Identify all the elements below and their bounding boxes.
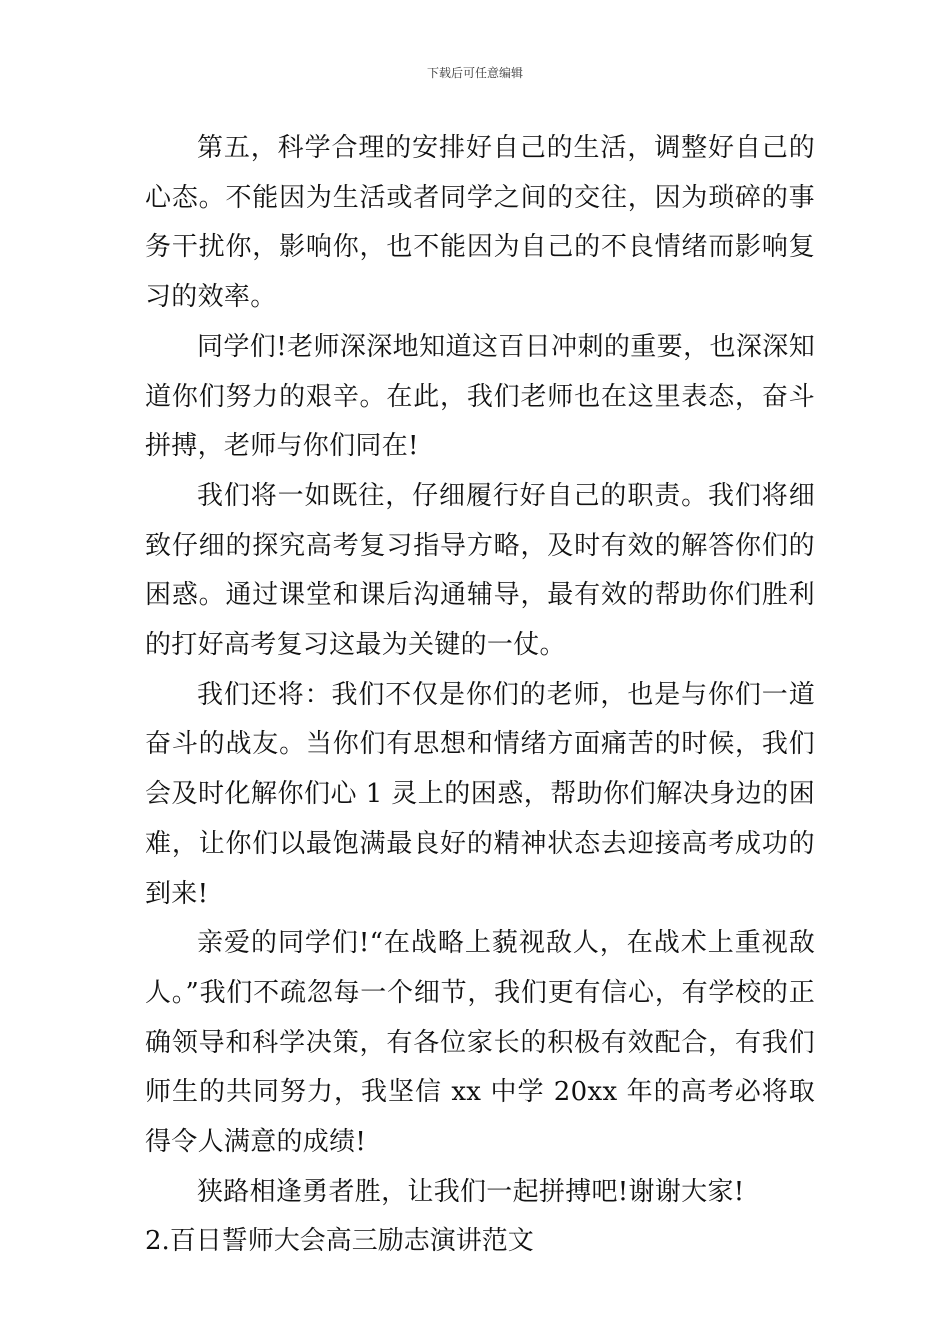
paragraph-1: 第五，科学合理的安排好自己的生活，调整好自己的心态。不能因为生活或者同学之间的交往，因为琐碎的事务干扰你，影响你，也不能因为自己的不良情绪而影响复习的效率。 <box>145 133 815 313</box>
section-heading: 2.百日誓师大会高三励志演讲范文 <box>145 1226 534 1257</box>
document-body <box>145 124 815 1267</box>
page-header: 下载后可任意编辑 <box>426 66 523 80</box>
paragraph-3: 我们将一如既往，仔细履行好自己的职责。我们将细致仔细的探究高考复习指导方略，及时有效的解答你们的困惑。通过课堂和课后沟通辅导，最有效的帮助你们胜利的打好高考复习这最为关键的一仗。 <box>145 480 815 661</box>
paragraph-2: 同学们!老师深深地知道这百日冲刺的重要，也深深知道你们努力的艰辛。在此，我们老师也在这里表态，奋斗拼搏，老师与你们同在! <box>145 331 815 462</box>
paragraph-4: 我们还将：我们不仅是你们的老师，也是与你们一道奋斗的战友。当你们有思想和情绪方面痛苦的时候，我们会及时化解你们心 1 灵上的困惑，帮助你们解决身边的困难，让你们以最饱满最良好的精神状态去迎接高考成功的到来! <box>145 679 815 909</box>
paragraph-5: 亲爱的同学们!“在战略上藐视敌人，在战术上重视敌人。”我们不疏忽每一个细节，我们更有信心，有学校的正确领导和科学决策，有各位家长的积极有效配合，有我们师生的共同努力，我坚信 xx 中学 20xx 年的高考必将取得令人满意的成绩! <box>145 928 815 1158</box>
paragraph-6: 狭路相逢勇者胜，让我们一起拼搏吧!谢谢大家! <box>197 1176 745 1207</box>
